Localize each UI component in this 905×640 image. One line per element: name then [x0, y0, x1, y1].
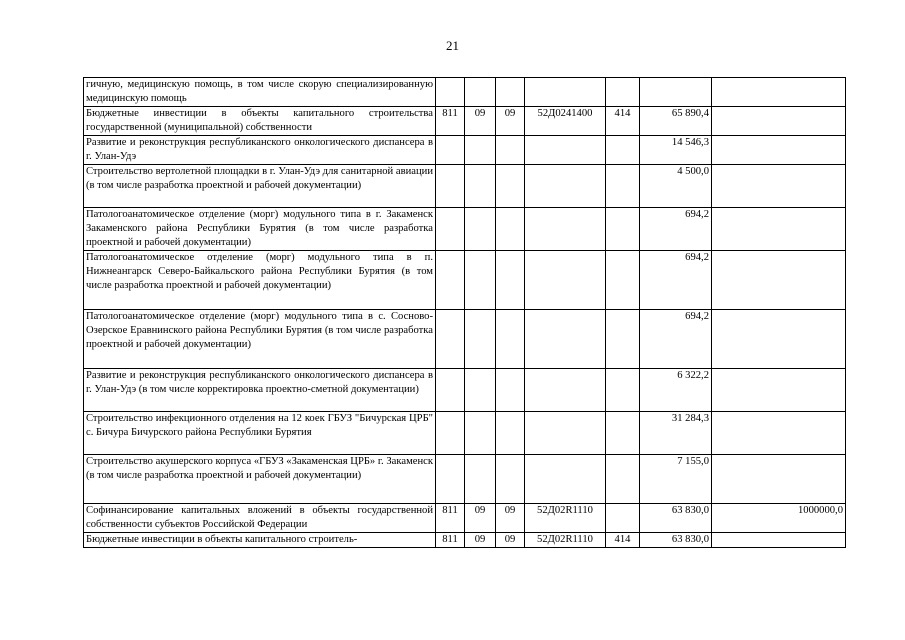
- row-grbs: 811: [436, 107, 465, 136]
- row-expense-type: 414: [606, 533, 640, 548]
- row-subsection: [496, 78, 525, 107]
- row-expense-type: [606, 165, 640, 208]
- row-target-article: [525, 310, 606, 369]
- row-name: Строительство акушерского корпуса «ГБУЗ «Закаменская ЦРБ» г. Закаменск (в том числе разработка проектной и рабочей документации): [84, 455, 436, 504]
- row-amount: 14 546,3: [640, 136, 712, 165]
- row-amount: 4 500,0: [640, 165, 712, 208]
- row-subsection: [496, 165, 525, 208]
- row-target-article: 52Д0241400: [525, 107, 606, 136]
- row-subsection: [496, 310, 525, 369]
- row-extra-amount: [712, 78, 846, 107]
- table-row: [84, 136, 846, 165]
- row-subsection: 09: [496, 504, 525, 533]
- row-name: гичную, медицинскую помощь, в том числе скорую специализированную медицинскую помощь: [84, 78, 436, 107]
- row-subsection: [496, 208, 525, 251]
- row-target-article: [525, 208, 606, 251]
- row-target-article: 52Д02R1110: [525, 504, 606, 533]
- row-amount: 6 322,2: [640, 369, 712, 412]
- row-section: [465, 78, 496, 107]
- table-row: [84, 455, 846, 504]
- budget-table: [83, 77, 846, 548]
- row-name: Строительство вертолетной площадки в г. Улан-Удэ для санитарной авиации (в том числе разработка проектной и рабочей документации): [84, 165, 436, 208]
- row-extra-amount: [712, 208, 846, 251]
- row-expense-type: [606, 412, 640, 455]
- row-grbs: [436, 78, 465, 107]
- row-subsection: [496, 136, 525, 165]
- row-subsection: [496, 455, 525, 504]
- row-grbs: [436, 251, 465, 310]
- row-subsection: [496, 251, 525, 310]
- row-expense-type: [606, 504, 640, 533]
- table-row: [84, 208, 846, 251]
- row-expense-type: [606, 310, 640, 369]
- row-name: Строительство инфекционного отделения на 12 коек ГБУЗ "Бичурская ЦРБ" с. Бичура Бичурского района Республики Бурятия: [84, 412, 436, 455]
- row-amount: 65 890,4: [640, 107, 712, 136]
- row-section: [465, 208, 496, 251]
- table-row: [84, 310, 846, 369]
- row-expense-type: 414: [606, 107, 640, 136]
- row-grbs: [436, 369, 465, 412]
- table-row: [84, 165, 846, 208]
- row-extra-amount: [712, 369, 846, 412]
- row-section: [465, 251, 496, 310]
- row-extra-amount: [712, 310, 846, 369]
- row-extra-amount: [712, 165, 846, 208]
- row-name: Патологоанатомическое отделение (морг) модульного типа в г. Закаменск Закаменского района Республики Бурятия (в том числе разработка проектной и рабочей документации): [84, 208, 436, 251]
- row-grbs: [436, 165, 465, 208]
- row-expense-type: [606, 78, 640, 107]
- row-name: Софинансирование капитальных вложений в объекты государственной собственности субъектов Российской Федерации: [84, 504, 436, 533]
- row-target-article: [525, 455, 606, 504]
- row-expense-type: [606, 251, 640, 310]
- row-grbs: [436, 136, 465, 165]
- table-row: [84, 504, 846, 533]
- table-row: [84, 78, 846, 107]
- row-expense-type: [606, 208, 640, 251]
- row-amount: 694,2: [640, 251, 712, 310]
- row-grbs: 811: [436, 504, 465, 533]
- row-amount: 694,2: [640, 208, 712, 251]
- row-grbs: [436, 412, 465, 455]
- row-section: 09: [465, 504, 496, 533]
- row-extra-amount: [712, 107, 846, 136]
- row-name: Патологоанатомическое отделение (морг) модульного типа в с. Сосново-Озерское Еравнинского района Республики Бурятия (в том числе разработка проектной и рабочей документации): [84, 310, 436, 369]
- table-row: [84, 412, 846, 455]
- row-amount: 31 284,3: [640, 412, 712, 455]
- row-section: [465, 412, 496, 455]
- row-extra-amount: [712, 412, 846, 455]
- table-row: [84, 107, 846, 136]
- row-target-article: [525, 136, 606, 165]
- row-subsection: 09: [496, 107, 525, 136]
- row-grbs: [436, 455, 465, 504]
- row-expense-type: [606, 455, 640, 504]
- row-extra-amount: [712, 533, 846, 548]
- row-amount: 694,2: [640, 310, 712, 369]
- table-row: [84, 251, 846, 310]
- row-amount: 63 830,0: [640, 533, 712, 548]
- row-section: [465, 310, 496, 369]
- row-target-article: [525, 369, 606, 412]
- row-subsection: [496, 369, 525, 412]
- table-row: [84, 533, 846, 548]
- row-target-article: [525, 412, 606, 455]
- row-section: 09: [465, 533, 496, 548]
- row-subsection: [496, 412, 525, 455]
- row-name: Развитие и реконструкция республиканского онкологического диспансера в г. Улан-Удэ: [84, 136, 436, 165]
- row-name: Развитие и реконструкция республиканского онкологического диспансера в г. Улан-Удэ (в том числе корректировка проектно-сметной документации): [84, 369, 436, 412]
- row-target-article: 52Д02R1110: [525, 533, 606, 548]
- row-section: [465, 165, 496, 208]
- row-subsection: 09: [496, 533, 525, 548]
- page-number: 21: [446, 38, 459, 53]
- row-target-article: [525, 165, 606, 208]
- row-amount: 7 155,0: [640, 455, 712, 504]
- row-grbs: [436, 310, 465, 369]
- row-amount: 63 830,0: [640, 504, 712, 533]
- row-section: [465, 455, 496, 504]
- row-extra-amount: [712, 455, 846, 504]
- row-name: Бюджетные инвестиции в объекты капитального строительства государственной (муниципальной) собственности: [84, 107, 436, 136]
- row-extra-amount: [712, 251, 846, 310]
- row-section: [465, 136, 496, 165]
- row-target-article: [525, 78, 606, 107]
- row-extra-amount: [712, 136, 846, 165]
- row-extra-amount: 1000000,0: [712, 504, 846, 533]
- row-target-article: [525, 251, 606, 310]
- row-name: Бюджетные инвестиции в объекты капитального строитель-: [84, 533, 436, 548]
- row-name: Патологоанатомическое отделение (морг) модульного типа в п. Нижнеангарск Северо-Байкальского района Республики Бурятия (в том числе разработка проектной и рабочей документации): [84, 251, 436, 310]
- row-amount: [640, 78, 712, 107]
- row-section: 09: [465, 107, 496, 136]
- row-expense-type: [606, 369, 640, 412]
- row-expense-type: [606, 136, 640, 165]
- row-section: [465, 369, 496, 412]
- row-grbs: [436, 208, 465, 251]
- table-row: [84, 369, 846, 412]
- row-grbs: 811: [436, 533, 465, 548]
